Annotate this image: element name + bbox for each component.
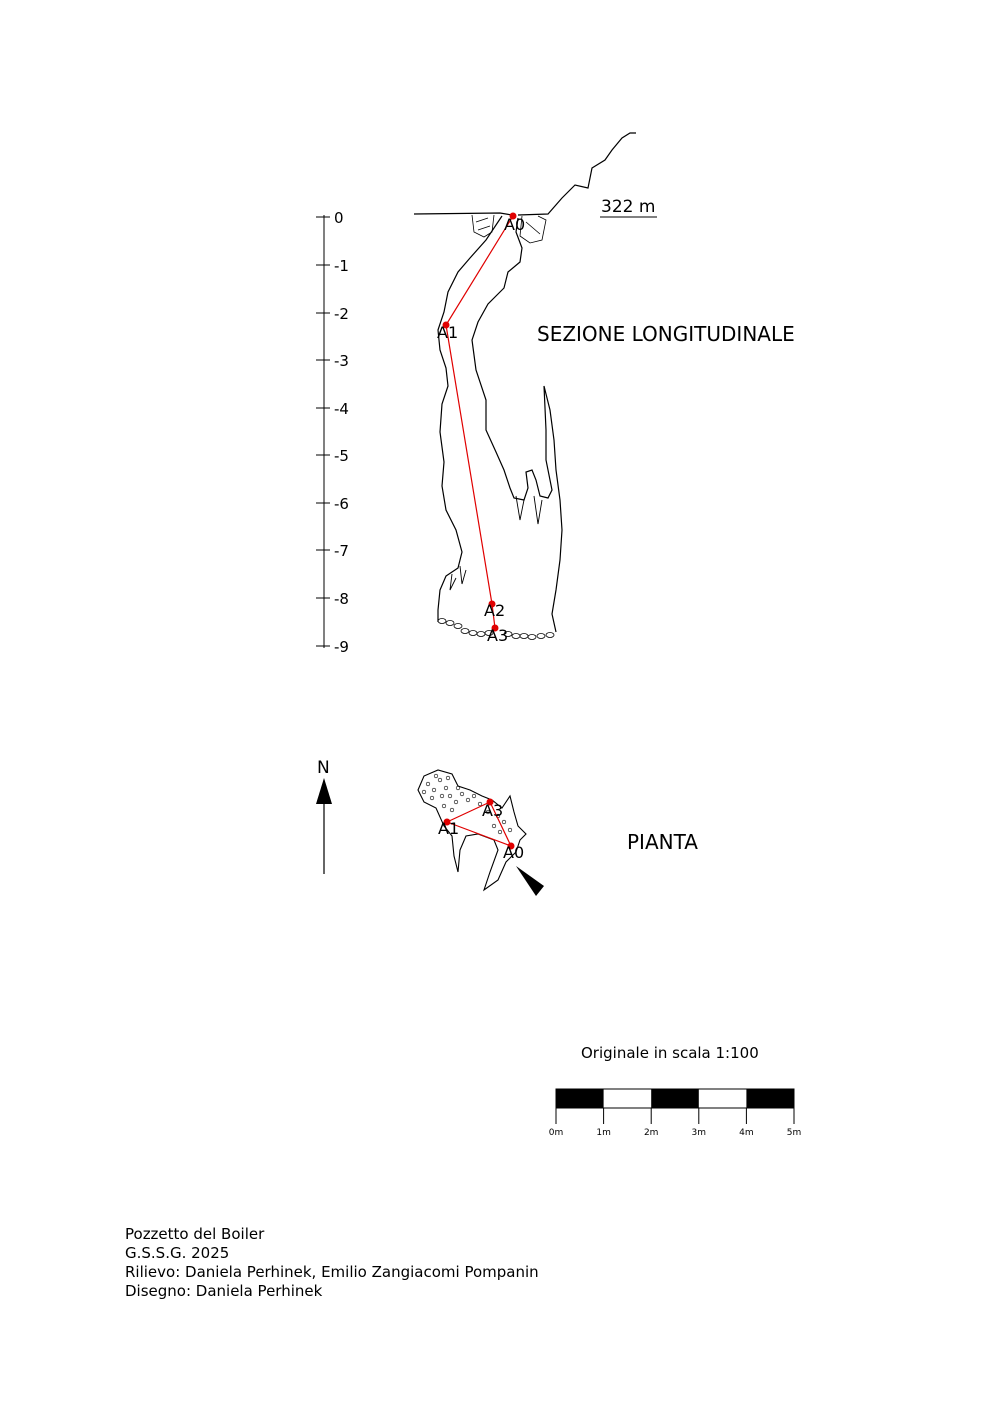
station-label: A3 xyxy=(482,801,504,820)
section-title: SEZIONE LONGITUDINALE xyxy=(537,322,795,346)
scale-tick-label: 2m xyxy=(643,1128,659,1138)
depth-label: -5 xyxy=(334,447,349,465)
depth-label: -4 xyxy=(334,400,349,418)
depth-label: -3 xyxy=(334,352,349,370)
station-label: A0 xyxy=(504,215,526,234)
cave-wall-right xyxy=(472,218,562,632)
scale-bar xyxy=(549,1044,802,1138)
stalactite xyxy=(516,496,542,524)
plan-view xyxy=(316,758,698,896)
cave-wall-left xyxy=(438,216,502,622)
stalactite xyxy=(450,566,466,590)
depth-label: -1 xyxy=(334,257,349,275)
scale-tick-label: 5m xyxy=(786,1128,802,1138)
survey-stations-section xyxy=(443,213,517,632)
plan-title: PIANTA xyxy=(627,830,698,854)
station-label: A1 xyxy=(438,819,460,838)
credits-block xyxy=(125,1225,539,1301)
scale-segment-dark xyxy=(651,1089,699,1108)
scale-tick-label: 4m xyxy=(739,1128,754,1138)
scale-segment-dark xyxy=(556,1089,604,1108)
depth-label: -2 xyxy=(334,305,349,323)
entrance-elevation: 322 m xyxy=(601,197,656,217)
depth-label: -8 xyxy=(334,590,349,608)
longitudinal-section xyxy=(316,133,795,656)
north-arrow-icon xyxy=(316,778,332,874)
scale-tick-label: 0m xyxy=(548,1128,564,1138)
scale-tick-label: 3m xyxy=(691,1128,707,1138)
group-year: G.S.S.G. 2025 xyxy=(125,1244,230,1262)
scale-caption: Originale in scala 1:100 xyxy=(581,1044,759,1062)
drawing-credit: Disegno: Daniela Perhinek xyxy=(125,1282,323,1300)
cave-name: Pozzetto del Boiler xyxy=(125,1225,265,1243)
survey-credit: Rilievo: Daniela Perhinek, Emilio Zangiacomi Pompanin xyxy=(125,1263,539,1281)
survey-line-section xyxy=(446,216,513,628)
depth-label: -7 xyxy=(334,542,349,560)
scale-segment-dark xyxy=(746,1089,794,1108)
depth-label: -9 xyxy=(334,638,349,656)
station-label: A0 xyxy=(503,843,525,862)
depth-ruler xyxy=(316,215,330,648)
depth-label: 0 xyxy=(334,209,344,227)
north-label: N xyxy=(317,758,330,778)
entrance-direction-arrow xyxy=(516,866,544,896)
depth-label: -6 xyxy=(334,495,349,513)
station-label: A1 xyxy=(437,323,459,342)
station-label: A2 xyxy=(484,601,506,620)
scale-tick-label: 1m xyxy=(596,1128,611,1138)
depth-labels xyxy=(334,209,349,656)
station-label: A3 xyxy=(487,626,509,645)
